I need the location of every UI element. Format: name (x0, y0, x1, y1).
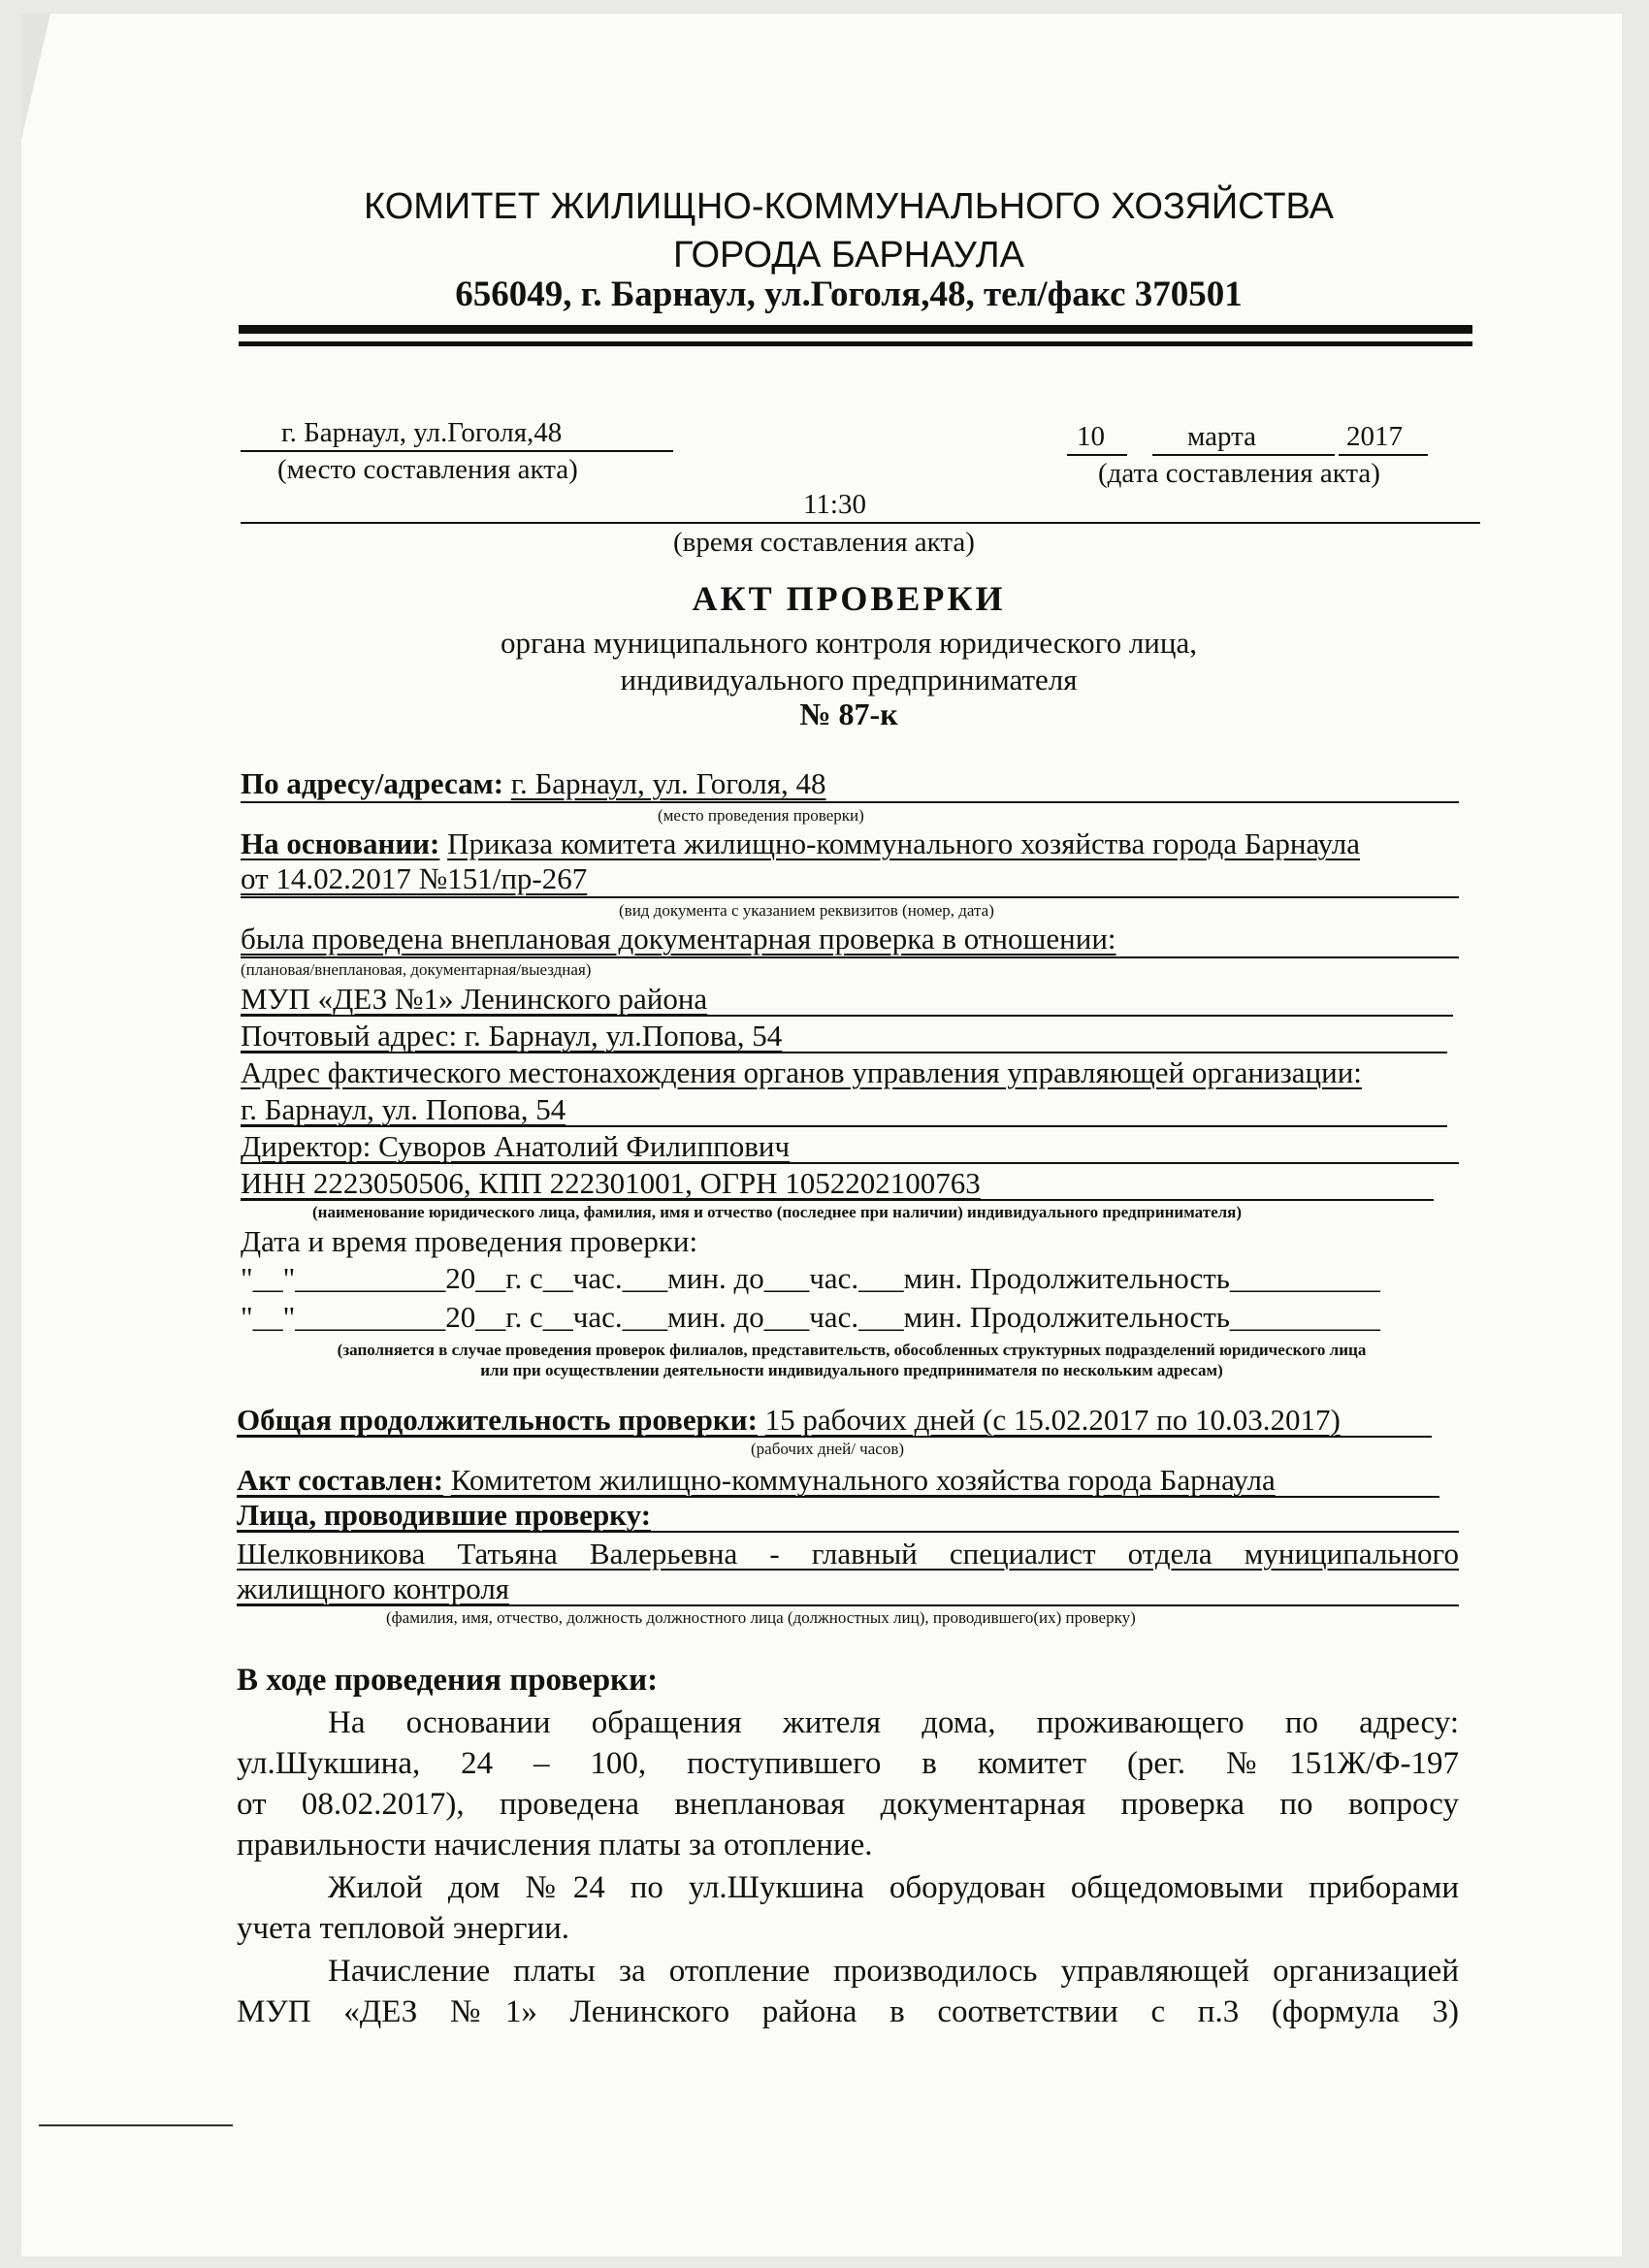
duration-underline (237, 1436, 1432, 1438)
entity-name-underline (241, 1015, 1453, 1017)
duration-row (237, 1403, 1341, 1438)
findings-p2-line2: учета тепловой энергии. (237, 1911, 570, 1946)
place-caption: (место составления акта) (277, 454, 578, 485)
entity-postal-address: Почтовый адрес: г. Барнаул, ул.Попова, 54 (241, 1019, 783, 1053)
datetime-row-2: "__"__________20__г. с__час.___мин. до___час.___мин. Продолжительность__________ (241, 1300, 1380, 1334)
findings-p2-line1: Жилой дом №24 по ул.Шукшина оборудован общедомовыми приборами (328, 1870, 1459, 1905)
postal-address-underline (241, 1052, 1447, 1053)
address-row (241, 766, 826, 801)
inspector-line1: Шелковникова Татьяна Валерьевна - главный специалист отдела муниципального (237, 1537, 1459, 1571)
datetime-row-1: "__"__________20__г. с__час.___мин. до___час.___мин. Продолжительность__________ (241, 1261, 1380, 1295)
header-rule-thick (239, 325, 1472, 334)
time-caption: (время составления акта) (673, 527, 975, 558)
time-underline (241, 522, 1480, 524)
date-caption: (дата составления акта) (1098, 458, 1380, 489)
findings-heading: В ходе проведения проверки: (237, 1663, 659, 1698)
basis-value-line1: Приказа комитета жилищно-коммунального хозяйства города Барнаула (447, 826, 1361, 860)
datetime-caption-line2: или при осуществлении деятельности индивидуального предпринимателя по нескольким адресам) (480, 1361, 1223, 1379)
basis-value-line2: от 14.02.2017 №151/пр-267 (241, 861, 588, 895)
entity-director: Директор: Суворов Анатолий Филиппович (241, 1129, 791, 1163)
findings-p1-line4: правильности начисления платы за отопление. (237, 1828, 873, 1863)
duration-caption: (рабочих дней/ часов) (751, 1440, 905, 1458)
org-name-line1: КОМИТЕТ ЖИЛИЩНО-КОММУНАЛЬНОГО ХОЗЯЙСТВА (363, 186, 1334, 227)
inspectors-label: Лица, проводившие проверку: (237, 1498, 652, 1532)
header-rule-thin (239, 341, 1472, 346)
inspectors-label-underline (237, 1531, 1459, 1533)
date-day: 10 (1077, 421, 1105, 452)
findings-p1-line3: от 08.02.2017), проведена внеплановая документарная проверка по вопросу (237, 1787, 1459, 1822)
findings-p1-line2: ул.Шукшина, 24 – 100, поступившего в комитет (рег. №151Ж/Ф-197 (237, 1746, 1459, 1781)
document-title: АКТ ПРОВЕРКИ (692, 579, 1006, 618)
org-name-line2: ГОРОДА БАРНАУЛА (673, 235, 1024, 275)
actual-address-value: г. Барнаул, ул. Попова, 54 (241, 1092, 566, 1126)
org-address: 656049, г. Барнаул, ул.Гоголя,48, тел/факс 370501 (455, 275, 1243, 314)
document-subtitle-line1: органа муниципального контроля юридического лица, (501, 626, 1197, 660)
date-month: марта (1187, 421, 1257, 452)
address-caption: (место проведения проверки) (658, 806, 864, 825)
entity-caption: (наименование юридического лица, фамилия, имя и отчество (последнее при наличии) индивидуального предпринимателя) (312, 1203, 1243, 1221)
page-fold (21, 14, 50, 140)
inspection-type: была проведена внеплановая документарная проверка в отношении: (241, 922, 1116, 956)
inspector-line2: жилищного контроля (237, 1571, 510, 1605)
basis-underline (241, 896, 1459, 898)
place-value: г. Барнаул, ул.Гоголя,48 (281, 417, 563, 448)
date-year-underline (1339, 454, 1428, 456)
findings-p3-line2: МУП «ДЕЗ №1» Ленинского района в соответствии с п.3 (формула 3) (237, 1994, 1459, 2029)
place-underline (241, 450, 673, 452)
date-year: 2017 (1346, 421, 1403, 452)
compiled-label: Акт составлен: (237, 1463, 444, 1497)
duration-value: 15 рабочих дней (с 15.02.2017 по 10.03.2017) (764, 1403, 1341, 1437)
document-subtitle-line2: индивидуального предпринимателя (620, 663, 1078, 697)
entity-name: МУП «ДЕЗ №1» Ленинского района (241, 982, 708, 1016)
requisites-underline (241, 1199, 1434, 1201)
time-value: 11:30 (803, 489, 866, 520)
compiled-value: Комитетом жилищно-коммунального хозяйства города Барнаула (450, 1463, 1276, 1497)
datetime-caption-line1: (заполняется в случае проведения проверок филиалов, представительств, обособленных структурных подразделений юридического лица (337, 1341, 1367, 1359)
findings-p1-line1: На основании обращения жителя дома, проживающего по адресу: (328, 1705, 1459, 1740)
date-day-underline (1067, 454, 1127, 456)
address-label: По адресу/адресам: (241, 766, 504, 800)
entity-requisites: ИНН 2223050506, КПП 222301001, ОГРН 1052202100763 (241, 1166, 981, 1200)
inspector-underline (237, 1604, 1459, 1606)
duration-label: Общая продолжительность проверки: (237, 1403, 758, 1437)
basis-row (241, 826, 1360, 861)
compiled-row (237, 1463, 1276, 1498)
document-number: № 87-к (799, 697, 898, 731)
actual-address-label: Адрес фактического местонахождения органов управления управляющей организации: (241, 1055, 1362, 1089)
inspectors-caption: (фамилия, имя, отчество, должность должностного лица (должностных лиц), проводившего(их) проверку) (386, 1608, 1136, 1627)
address-value: г. Барнаул, ул. Гоголя, 48 (510, 766, 826, 800)
basis-caption: (вид документа с указанием реквизитов (номер, дата) (619, 901, 994, 920)
datetime-label: Дата и время проведения проверки: (241, 1224, 698, 1258)
findings-p3-line1: Начисление платы за отопление производилось управляющей организацией (328, 1954, 1459, 1989)
inspection-type-underline (241, 956, 1459, 958)
footnote-rule (39, 2124, 233, 2126)
date-month-underline (1152, 454, 1335, 456)
director-underline (241, 1162, 1459, 1164)
inspection-type-caption: (плановая/внеплановая, документарная/выездная) (241, 960, 592, 979)
address-underline (241, 801, 1459, 803)
actual-address-underline (241, 1125, 1447, 1127)
basis-label: На основании: (241, 826, 440, 860)
